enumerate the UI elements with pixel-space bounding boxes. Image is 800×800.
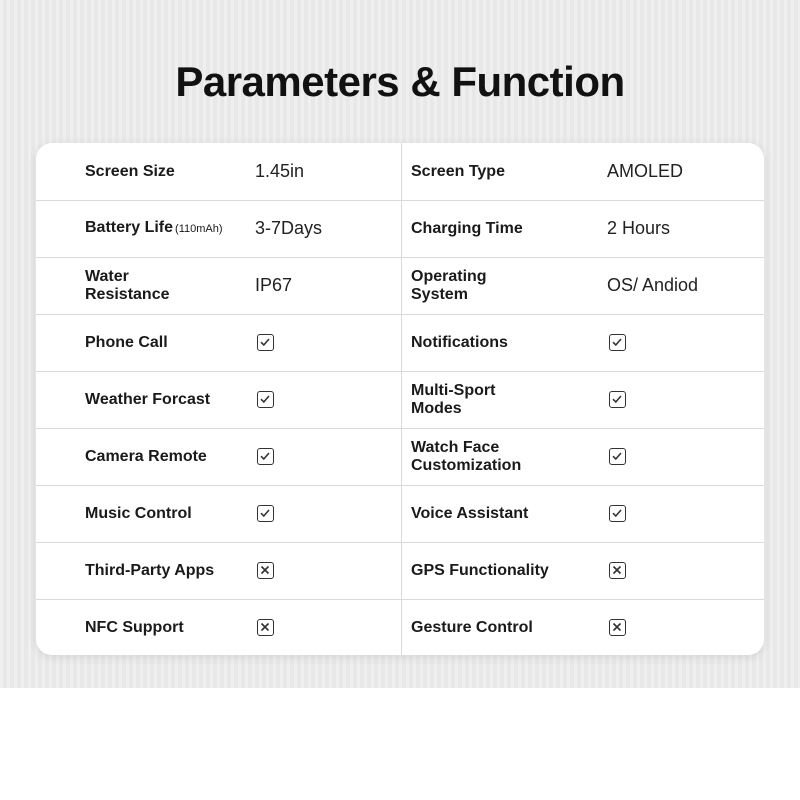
spec-label-text: Phone Call xyxy=(85,333,168,351)
feature-status xyxy=(255,371,395,428)
spec-label-text: Water Resistance xyxy=(85,267,170,303)
spec-label: Charging Time xyxy=(411,219,523,237)
table-row xyxy=(36,257,764,314)
feature-status xyxy=(255,542,395,599)
spec-label: Operating System xyxy=(411,267,487,303)
checkbox-checked-icon xyxy=(257,505,274,522)
feature-status xyxy=(607,599,757,655)
spec-label-text: Screen Size xyxy=(85,162,175,180)
spec-value: IP67 xyxy=(255,275,293,295)
feature-status xyxy=(255,428,395,485)
spec-label xyxy=(85,619,184,637)
feature-status xyxy=(607,371,757,428)
spec-label: Notifications xyxy=(411,333,508,351)
feature-status xyxy=(607,485,757,542)
checkbox-checked-icon xyxy=(609,391,626,408)
checkbox-crossed-icon xyxy=(609,619,626,636)
feature-status xyxy=(255,485,395,542)
feature-status xyxy=(607,542,757,599)
spec-value: AMOLED xyxy=(607,161,684,181)
spec-value: 3-7Days xyxy=(255,218,323,238)
spec-label-text: Weather Forcast xyxy=(85,390,211,408)
spec-table xyxy=(36,143,764,655)
spec-value: 2 Hours xyxy=(607,218,671,238)
checkbox-checked-icon xyxy=(257,391,274,408)
spec-label-text: Music Control xyxy=(85,504,192,522)
spec-label-text: NFC Support xyxy=(85,618,184,636)
spec-label-text: Camera Remote xyxy=(85,447,207,465)
feature-status xyxy=(607,428,757,485)
spec-label: Voice Assistant xyxy=(411,504,529,522)
spec-label xyxy=(85,163,175,181)
spec-label xyxy=(85,391,210,409)
table-row xyxy=(36,428,764,485)
spec-label: Watch Face Customization xyxy=(411,438,522,474)
table-row xyxy=(36,485,764,542)
spec-label xyxy=(85,334,168,352)
spec-label: Screen Type xyxy=(411,162,505,180)
spec-value: OS/ Andiod xyxy=(607,275,699,295)
checkbox-crossed-icon xyxy=(609,562,626,579)
spec-label-text: Third-Party Apps xyxy=(85,561,215,579)
feature-status xyxy=(255,314,395,371)
spec-label: Multi-Sport Modes xyxy=(411,381,496,417)
spec-label xyxy=(85,219,223,238)
spec-label-note: (110mAh) xyxy=(175,223,223,235)
table-row xyxy=(36,542,764,599)
spec-label: Gesture Control xyxy=(411,618,533,636)
table-row xyxy=(36,143,764,200)
checkbox-checked-icon xyxy=(609,448,626,465)
spec-label xyxy=(85,562,214,580)
spec-label-text: Battery Life xyxy=(85,219,174,236)
checkbox-crossed-icon xyxy=(257,562,274,579)
spec-label xyxy=(85,268,195,304)
table-row xyxy=(36,200,764,257)
page-title: Parameters & Function xyxy=(175,58,625,105)
feature-status xyxy=(607,314,757,371)
spec-label: GPS Functionality xyxy=(411,561,549,579)
checkbox-checked-icon xyxy=(609,505,626,522)
spec-label xyxy=(85,505,192,523)
checkbox-checked-icon xyxy=(609,334,626,351)
checkbox-crossed-icon xyxy=(257,619,274,636)
spec-value: 1.45in xyxy=(255,161,305,181)
checkbox-checked-icon xyxy=(257,334,274,351)
table-row xyxy=(36,314,764,371)
checkbox-checked-icon xyxy=(257,448,274,465)
spec-label xyxy=(85,448,207,466)
table-row xyxy=(36,371,764,428)
feature-status xyxy=(255,599,395,655)
table-row xyxy=(36,599,764,655)
